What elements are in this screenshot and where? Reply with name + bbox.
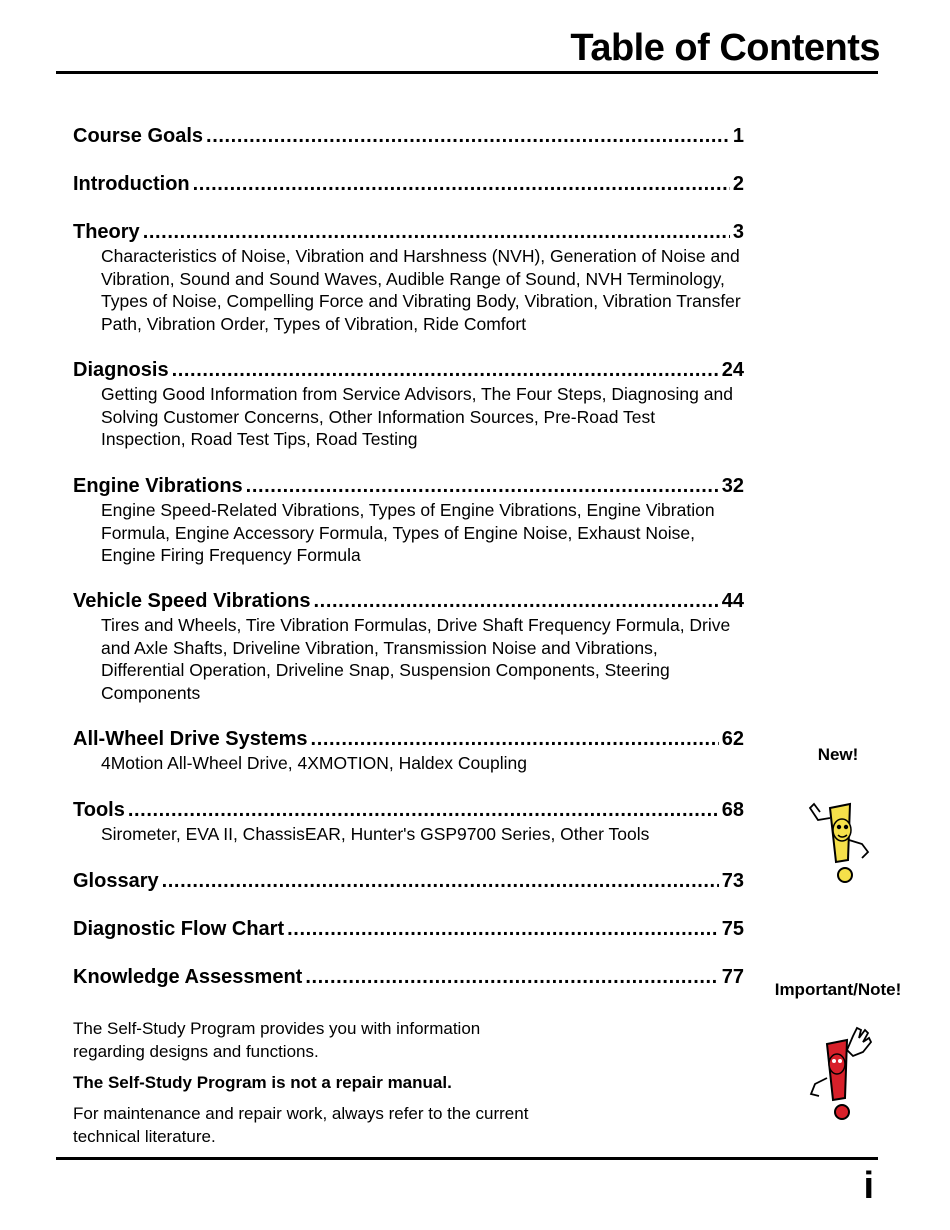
toc-label: Introduction [73,173,190,195]
toc-description: Engine Speed-Related Vibrations, Types of Engine Vibrations, Engine Vibration Formula, Engine Accessory Formula, Types of Engine Noise, Exhaust Noise, Engine Firing Frequency Formula [101,500,715,565]
maintenance-note: For maintenance and repair work, always refer to the current technical literature. [73,1104,529,1146]
dot-leader [311,727,719,751]
red-exclamation-mascot-icon [805,1026,877,1124]
footer-rule [56,1157,878,1160]
dot-leader [143,220,730,244]
toc-entry-engine-vibrations[interactable] [73,474,744,567]
toc-page: 62 [721,728,744,750]
toc-description: 4Motion All-Wheel Drive, 4XMOTION, Haldex Coupling [101,753,527,773]
toc-label: Tools [73,799,125,821]
toc-page: 24 [721,359,744,381]
toc-label: Diagnostic Flow Chart [73,918,285,940]
toc-label: Glossary [73,870,159,892]
toc-page: 73 [721,870,744,892]
new-label: New! [817,745,859,764]
toc-entry-all-wheel-drive-systems[interactable] [73,727,744,775]
info-note: The Self-Study Program provides you with information regarding designs and functions. [73,1019,481,1061]
toc-entry-diagnostic-flow-chart[interactable] [73,917,744,941]
toc-entry-vehicle-speed-vibrations[interactable] [73,589,744,704]
page-title: Table of Contents [570,27,880,69]
toc-description: Sirometer, EVA II, ChassisEAR, Hunter's GSP9700 Series, Other Tools [101,824,650,844]
dot-leader [246,474,719,498]
toc-label: Engine Vibrations [73,475,243,497]
dot-leader [128,798,719,822]
toc-label: Vehicle Speed Vibrations [73,590,311,612]
page-number: i [863,1165,874,1207]
toc-entry-tools[interactable] [73,798,744,846]
dot-leader [172,358,719,382]
dot-leader [287,917,719,941]
toc-entry-introduction[interactable] [73,172,744,196]
toc-label: Course Goals [73,125,204,147]
toc-page: 68 [721,799,744,821]
toc-page: 3 [732,221,744,243]
toc-label: Diagnosis [73,359,169,381]
toc-page: 44 [721,590,744,612]
yellow-exclamation-mascot-icon [800,800,876,886]
toc-label: Knowledge Assessment [73,966,303,988]
toc-entry-theory[interactable] [73,220,744,335]
toc-page: 75 [721,918,744,940]
warning-note: The Self-Study Program is not a repair manual. [73,1073,452,1092]
toc-description: Getting Good Information from Service Advisors, The Four Steps, Diagnosing and Solving Customer Concerns, Other Information Sources, Pre-Road Test Inspection, Road Test Tips, Road Testing [101,384,733,449]
dot-leader [193,172,730,196]
toc-page: 1 [732,125,744,147]
dot-leader [162,869,719,893]
toc-entry-knowledge-assessment[interactable] [73,965,744,989]
toc-description: Characteristics of Noise, Vibration and Harshness (NVH), Generation of Noise and Vibration, Sound and Sound Waves, Audible Range of Sound, NVH Terminology, Types of Noise, Compelling Force and Vibrating Body, Vibration, Vibration Transfer Path, Vibration Order, Types of Vibration, Ride Comfort [101,246,741,334]
header-rule [56,71,878,74]
dot-leader [206,124,730,148]
toc-description: Tires and Wheels, Tire Vibration Formulas, Drive Shaft Frequency Formula, Drive and Axle Shafts, Driveline Vibration, Transmission Noise and Vibrations, Differential Operation, Driveline Snap, Suspension Components, Steering Components [101,615,731,703]
toc-entry-glossary[interactable] [73,869,744,893]
important-note-label: Important/Note! [774,980,902,999]
toc-page: 2 [732,173,744,195]
dot-leader [305,965,718,989]
toc-entry-course-goals[interactable] [73,124,744,148]
toc-label: Theory [73,221,140,243]
toc-label: All-Wheel Drive Systems [73,728,308,750]
toc-page: 32 [721,475,744,497]
toc-page: 77 [721,966,744,988]
toc-entry-diagnosis[interactable] [73,358,744,451]
dot-leader [314,589,719,613]
